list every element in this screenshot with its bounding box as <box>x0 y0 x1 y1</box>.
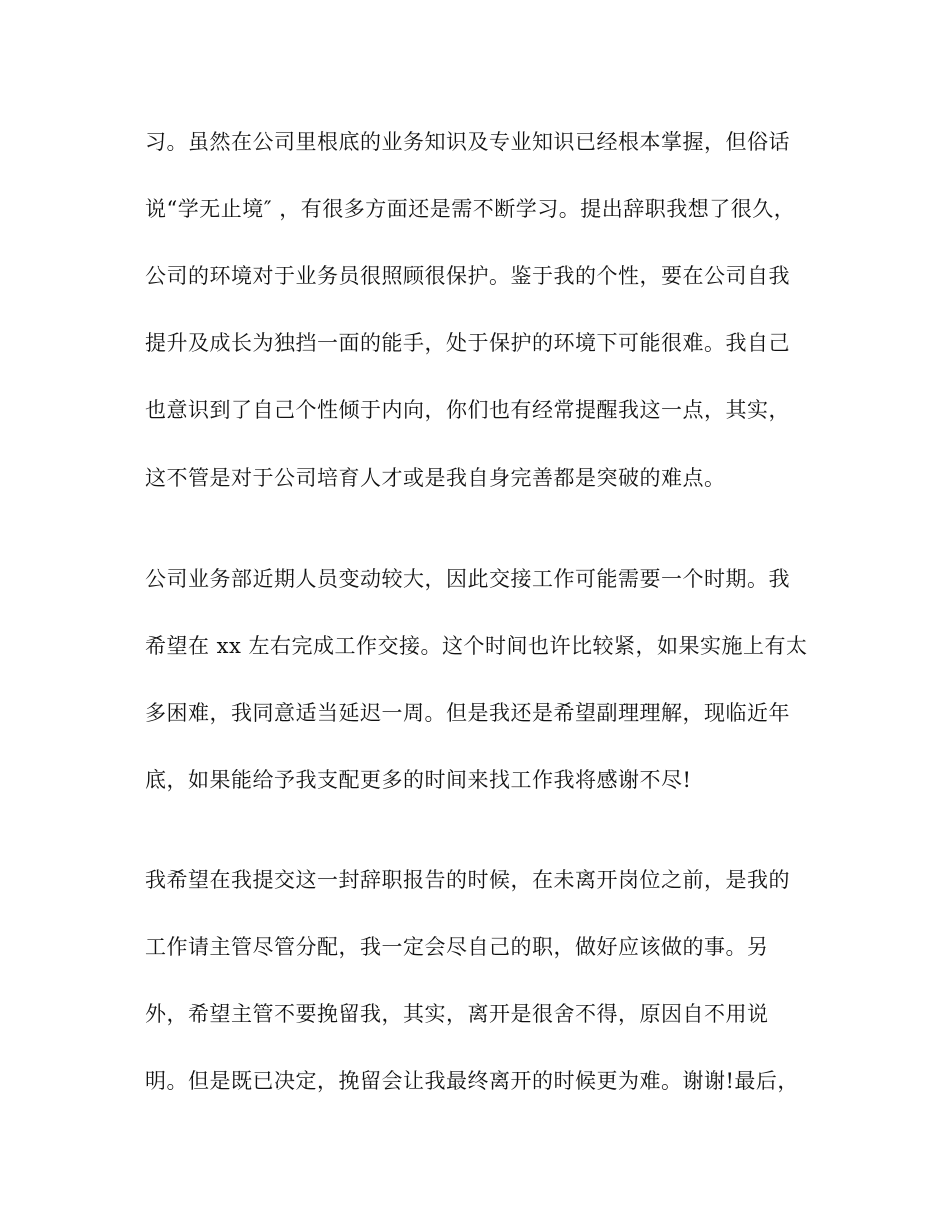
text-line: 我希望在我提交这一封辞职报告的时候，在未离开岗位之前，是我的 <box>145 868 790 892</box>
text-line: 底，如果能给予我支配更多的时间来找工作我将感谢不尽! <box>145 768 692 792</box>
text-line: 外，希望主管不要挽留我，其实，离开是很舍不得，原因自不用说 <box>145 1002 769 1026</box>
text-line: 多困难，我同意适当延迟一周。但是我还是希望副理理解，现临近年 <box>145 701 790 725</box>
text-line: 希望在 xx 左右完成工作交接。这个时间也许比较紧，如果实施上有太 <box>145 634 808 658</box>
text-line: 公司的环境对于业务员很照顾很保护。鉴于我的个性，要在公司自我 <box>145 264 790 288</box>
text-line: 这不管是对于公司培育人才或是我自身完善都是突破的难点。 <box>145 466 726 490</box>
text-line: 也意识到了自己个性倾于内向，你们也有经常提醒我这一点，其实， <box>145 398 790 422</box>
text-line: 明。但是既已决定，挽留会让我最终离开的时候更为难。谢谢!最后， <box>145 1069 799 1093</box>
text-line: 公司业务部近期人员变动较大，因此交接工作可能需要一个时期。我 <box>145 567 790 591</box>
text-line: 习。虽然在公司里根底的业务知识及专业知识已经根本掌握，但俗话 <box>145 130 790 154</box>
text-line: 说“学无止境″ ，有很多方面还是需不断学习。提出辞职我想了很久， <box>145 197 796 221</box>
text-line: 提升及成长为独挡一面的能手，处于保护的环境下可能很难。我自己 <box>145 331 790 355</box>
text-line: 工作请主管尽管分配，我一定会尽自己的职，做好应该做的事。另 <box>145 935 769 959</box>
